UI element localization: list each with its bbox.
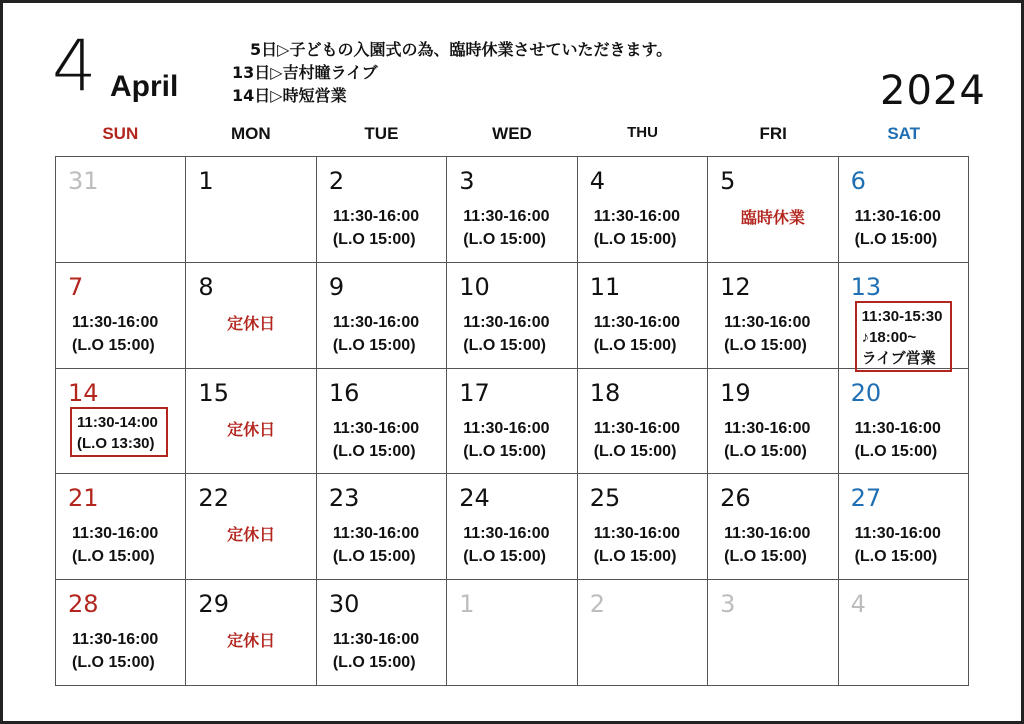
- day-cell: [578, 474, 708, 580]
- month-name: April: [110, 70, 179, 103]
- hours-line: 11:30-16:00: [593, 313, 680, 331]
- day-number: 1: [198, 167, 214, 195]
- hours-line: (L.O 15:00): [72, 548, 155, 566]
- hours-line: (L.O 15:00): [332, 654, 416, 672]
- hours-line: 11:30-16:00: [332, 419, 420, 437]
- hours-line: 11:30-16:00: [332, 631, 420, 649]
- hours-line: (L.O 15:00): [72, 654, 155, 672]
- day-number: 5: [720, 167, 736, 195]
- business-hours: [855, 522, 941, 568]
- business-hours: [724, 311, 810, 357]
- day-number: 16: [328, 378, 360, 407]
- day-cell: [839, 263, 969, 369]
- calendar-grid: [55, 156, 969, 686]
- special-hours-box: [855, 301, 953, 372]
- day-number: 29: [198, 590, 229, 619]
- day-number: 9: [328, 272, 345, 301]
- hours-line: 11:30-16:00: [593, 419, 680, 437]
- day-cell: [317, 580, 447, 686]
- closure-label: 定休日: [227, 525, 276, 545]
- business-hours: [594, 311, 680, 357]
- day-cell: [56, 580, 186, 686]
- hours-line: 11:30-16:00: [593, 208, 680, 225]
- day-cell: [56, 369, 186, 475]
- day-cell: [708, 369, 838, 475]
- hours-line: (L.O 15:00): [332, 231, 416, 248]
- weekday-header: [55, 124, 969, 144]
- hours-line: (L.O 15:00): [593, 442, 677, 460]
- day-number: 25: [589, 484, 621, 513]
- hours-line: 11:30-16:00: [463, 208, 550, 225]
- business-hours: [72, 628, 158, 674]
- hours-line: (L.O 15:00): [593, 231, 677, 248]
- day-number: 20: [850, 378, 882, 407]
- day-number: 2: [328, 167, 345, 195]
- closure-label: 定休日: [227, 419, 276, 439]
- day-number: 23: [328, 484, 360, 513]
- hours-line: 11:30-16:00: [724, 313, 811, 331]
- day-cell: [186, 263, 316, 369]
- day-number: 21: [68, 484, 99, 513]
- hours-line: (L.O 15:00): [332, 442, 416, 460]
- business-hours: [594, 522, 680, 568]
- day-number: 15: [198, 378, 229, 407]
- special-hours-box: [70, 407, 168, 457]
- hours-line: 11:30-16:00: [332, 208, 420, 225]
- business-hours: [594, 205, 680, 251]
- hours-line: 11:30-16:00: [72, 313, 159, 331]
- day-number: 18: [589, 378, 621, 407]
- closure-label: 定休日: [227, 313, 276, 333]
- weekday-sat: SAT: [887, 124, 921, 143]
- special-hours-line: (L.O 13:30): [77, 434, 155, 452]
- day-cell: [186, 474, 316, 580]
- closure-label: 定休日: [227, 631, 276, 651]
- month-number: 4: [52, 25, 97, 107]
- business-hours: [333, 205, 419, 251]
- hours-line: (L.O 15:00): [724, 442, 807, 460]
- day-cell: [578, 369, 708, 475]
- special-hours-line: 11:30-15:30: [861, 307, 943, 325]
- hours-line: 11:30-16:00: [854, 419, 941, 437]
- day-number: 3: [720, 590, 736, 619]
- weekday-sun: SUN: [102, 124, 139, 143]
- day-cell: [839, 580, 969, 686]
- day-cell: [447, 157, 577, 263]
- hours-line: (L.O 15:00): [463, 548, 546, 566]
- hours-line: 11:30-16:00: [72, 631, 159, 649]
- business-hours: [463, 522, 549, 568]
- business-hours: [72, 311, 158, 357]
- day-cell: [578, 263, 708, 369]
- business-hours: [463, 205, 549, 251]
- hours-line: 11:30-16:00: [463, 525, 550, 543]
- day-number: 19: [720, 378, 751, 407]
- business-hours: [333, 522, 419, 568]
- day-cell: [56, 263, 186, 369]
- day-number: 8: [198, 272, 214, 301]
- day-cell: [708, 474, 838, 580]
- weekday-fri: FRI: [759, 124, 787, 143]
- day-number: 22: [198, 484, 229, 513]
- business-hours: [855, 417, 941, 463]
- day-number: 1: [459, 590, 475, 619]
- day-number: 4: [589, 167, 605, 195]
- business-hours: [333, 311, 419, 357]
- hours-line: 11:30-16:00: [724, 419, 811, 437]
- day-cell: [186, 157, 316, 263]
- weekday-thu: THU: [627, 124, 658, 141]
- business-hours: [724, 522, 810, 568]
- day-cell: [839, 157, 969, 263]
- notice-item: 5日▷子どもの入園式の為、臨時休業させていただきます。: [250, 40, 673, 59]
- day-cell: [447, 474, 577, 580]
- hours-line: 11:30-16:00: [72, 525, 159, 543]
- business-hours: [333, 417, 419, 463]
- day-number: 6: [850, 167, 866, 195]
- day-number: 28: [68, 590, 99, 619]
- day-cell: [708, 263, 838, 369]
- hours-line: (L.O 15:00): [854, 548, 938, 566]
- day-cell: [56, 474, 186, 580]
- hours-line: (L.O 15:00): [332, 336, 416, 354]
- year: 2024: [880, 68, 986, 114]
- day-number: 30: [328, 590, 360, 619]
- day-cell: [839, 474, 969, 580]
- hours-line: (L.O 15:00): [854, 231, 938, 248]
- day-cell: [186, 369, 316, 475]
- day-number: 12: [720, 272, 751, 301]
- hours-line: 11:30-16:00: [854, 208, 941, 225]
- business-hours: [724, 417, 810, 463]
- hours-line: 11:30-16:00: [463, 419, 550, 437]
- business-hours: [463, 417, 549, 463]
- hours-line: (L.O 15:00): [724, 336, 807, 354]
- day-number: 26: [720, 484, 751, 513]
- day-cell: [317, 474, 447, 580]
- day-cell: [186, 580, 316, 686]
- day-cell: [839, 369, 969, 475]
- day-number: 3: [459, 167, 475, 195]
- weekday-wed: WED: [492, 124, 532, 143]
- day-cell: [447, 263, 577, 369]
- day-cell: [708, 157, 838, 263]
- hours-line: (L.O 15:00): [72, 336, 155, 354]
- special-hours-line: ♪18:00~: [861, 328, 917, 346]
- business-hours: [463, 311, 549, 357]
- business-hours: [855, 205, 941, 251]
- hours-line: (L.O 15:00): [463, 231, 546, 248]
- business-hours: [72, 522, 158, 568]
- day-cell: [578, 157, 708, 263]
- notice-list: [232, 38, 672, 107]
- day-cell: [56, 157, 186, 263]
- hours-line: 11:30-16:00: [463, 313, 550, 331]
- day-cell: [317, 157, 447, 263]
- hours-line: (L.O 15:00): [463, 442, 546, 460]
- day-number: 27: [850, 484, 882, 513]
- hours-line: 11:30-16:00: [593, 525, 680, 543]
- day-cell: [317, 263, 447, 369]
- day-number: 31: [68, 167, 99, 195]
- weekday-tue: TUE: [364, 124, 399, 143]
- hours-line: (L.O 15:00): [854, 442, 938, 460]
- day-cell: [317, 369, 447, 475]
- day-cell: [447, 580, 577, 686]
- hours-line: (L.O 15:00): [332, 548, 416, 566]
- day-cell: [708, 580, 838, 686]
- day-cell: [447, 369, 577, 475]
- weekday-mon: MON: [231, 124, 271, 143]
- day-number: 17: [459, 378, 490, 407]
- hours-line: (L.O 15:00): [593, 336, 677, 354]
- day-number: 10: [459, 272, 490, 301]
- day-number: 13: [850, 272, 882, 301]
- day-number: 14: [68, 378, 99, 407]
- hours-line: (L.O 15:00): [463, 336, 546, 354]
- hours-line: (L.O 15:00): [724, 548, 807, 566]
- notice-item: 14日▷時短営業: [232, 86, 347, 105]
- business-hours: [333, 628, 419, 674]
- notice-item: 13日▷吉村瞳ライブ: [232, 63, 378, 82]
- hours-line: 11:30-16:00: [724, 525, 811, 543]
- day-cell: [578, 580, 708, 686]
- business-hours: [594, 417, 680, 463]
- day-number: 7: [68, 272, 84, 301]
- closure-label: 臨時休業: [740, 208, 805, 227]
- special-hours-line: 11:30-14:00: [77, 413, 158, 431]
- day-number: 24: [459, 484, 490, 513]
- day-number: 4: [850, 590, 866, 619]
- hours-line: 11:30-16:00: [854, 525, 941, 543]
- day-number: 2: [589, 590, 605, 619]
- hours-line: (L.O 15:00): [593, 548, 677, 566]
- hours-line: 11:30-16:00: [332, 313, 420, 331]
- special-hours-line: ライブ営業: [861, 349, 936, 367]
- hours-line: 11:30-16:00: [332, 525, 420, 543]
- day-number: 11: [589, 272, 621, 301]
